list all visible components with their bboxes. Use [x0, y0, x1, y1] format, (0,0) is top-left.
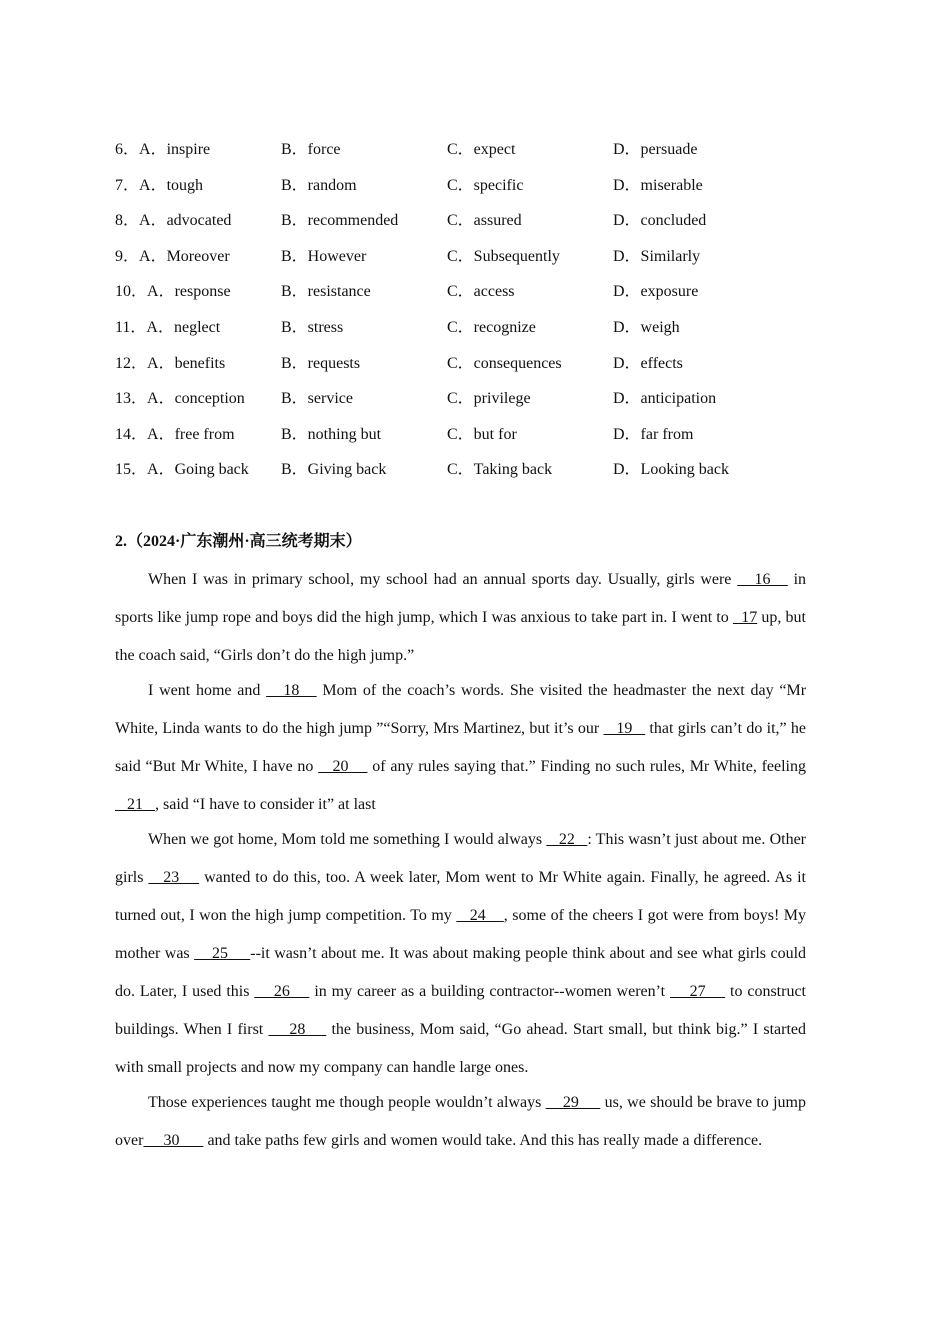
option-b: B．Giving back: [281, 461, 387, 479]
passage-text: up, but the coach said, “Girls don’t do the high jump.”: [115, 609, 806, 664]
option-a: [115, 315, 220, 341]
passage-text: When we got home, Mom told me something I would always: [148, 831, 547, 848]
option-row-6: [115, 137, 835, 173]
passage-text: to construct buildings. When I first: [115, 983, 806, 1038]
paragraph-3: [115, 821, 806, 1087]
passage-text: : This wasn’t just about me. Other girls: [115, 831, 806, 886]
option-row-9: [115, 244, 835, 280]
option-a: [115, 386, 245, 412]
passage-text: Mom of the coach’s words. She visited the headmaster the next day “Mr White, Linda wants to do the high jump ”“Sorry, Mrs Martinez, but it’s our: [115, 682, 807, 737]
option-c: C．consequences: [447, 354, 562, 372]
option-d: D．anticipation: [613, 390, 717, 408]
option-a-text: A．benefits: [147, 354, 226, 372]
passage-text: When I was in primary school, my school had an annual sports day. Usually, girls were: [148, 571, 738, 588]
passage-text: and take paths few girls and women would take. And this has really made a difference.: [203, 1132, 763, 1149]
question-number: 13．: [115, 390, 148, 408]
option-a-text: A．neglect: [146, 318, 221, 336]
option-a-text: A．free from: [147, 425, 235, 443]
blank-26: 26: [254, 983, 310, 1000]
blank-24: 24: [456, 907, 504, 924]
option-row-12: [115, 351, 835, 387]
question-number: 11．: [115, 318, 147, 336]
option-d: D．persuade: [613, 141, 698, 158]
option-b: B．requests: [281, 354, 361, 372]
option-row-7: [115, 173, 835, 209]
passage-text: --it wasn’t about me. It was about making people think about and see what girls could do. Later, I used this: [115, 945, 807, 1000]
option-d: D．concluded: [613, 212, 707, 230]
option-a: [115, 137, 210, 163]
passage-text: , said “I have to consider it” at last: [155, 796, 376, 813]
option-d: D．miserable: [613, 176, 703, 194]
option-a-text: A．response: [147, 283, 231, 301]
option-c: C．access: [447, 283, 515, 301]
option-row-15: [115, 457, 835, 493]
option-a-text: A．Going back: [147, 461, 249, 479]
question-number: 7．: [115, 176, 140, 194]
option-b: B．resistance: [281, 283, 371, 301]
passage-text: I went home and: [148, 682, 267, 699]
paragraph-1: [115, 561, 806, 675]
option-d: D．Similarly: [613, 247, 701, 265]
option-row-14: [115, 422, 835, 458]
option-b: B．However: [281, 247, 367, 265]
question-number: 6．: [115, 141, 140, 158]
blank-30: 30: [143, 1132, 204, 1149]
option-b: B．service: [281, 390, 353, 408]
passage-text: the business, Mom said, “Go ahead. Start small, but think big.” I started with small projects and now my company can handle large ones.: [115, 1021, 807, 1076]
blank-16: 16: [737, 571, 788, 588]
option-a: [115, 351, 225, 377]
option-c: C．assured: [447, 212, 522, 230]
paragraph-4: [115, 1084, 806, 1160]
passage-text: of any rules saying that.” Finding no such rules, Mr White, feeling: [367, 758, 806, 775]
passage-text: , some of the cheers I got were from boys! My mother was: [115, 907, 807, 962]
option-c: C．Subsequently: [447, 247, 560, 265]
option-b: B．stress: [281, 318, 344, 336]
paragraph-2: [115, 672, 806, 824]
blank-18: 18: [266, 682, 317, 699]
option-b: B．force: [281, 141, 341, 158]
blank-19: 19: [603, 720, 646, 737]
option-row-11: [115, 315, 835, 351]
option-c: C．Taking back: [447, 461, 553, 479]
option-a: [115, 457, 249, 483]
question-number: 10．: [115, 283, 148, 301]
option-a-text: A．advocated: [139, 212, 232, 230]
question-number: 12．: [115, 354, 148, 372]
passage-text: that girls can’t do it,” he said “But Mr White, I have no: [115, 720, 807, 775]
answer-options-table: [115, 137, 835, 493]
option-row-13: [115, 386, 835, 422]
blank-27: 27: [670, 983, 726, 1000]
option-a: [115, 208, 231, 234]
question-number: 9．: [115, 247, 140, 265]
option-row-10: [115, 279, 835, 315]
passage-text: wanted to do this, too. A week later, Mom went to Mr White again. Finally, he agreed. As it turned out, I won the high jump competition. To my: [115, 869, 807, 924]
option-d: D．far from: [613, 425, 694, 443]
passage-text: us, we should be brave to jump over: [115, 1094, 806, 1149]
option-c: C．expect: [447, 141, 516, 158]
option-a: [115, 422, 235, 448]
option-d: D．exposure: [613, 283, 699, 301]
blank-20: 20: [318, 758, 368, 775]
option-b: B．random: [281, 176, 357, 194]
passage-text: in sports like jump rope and boys did the high jump, which I was anxious to take part in. I went to: [115, 571, 807, 626]
option-d: D．weigh: [613, 318, 680, 336]
option-a: [115, 279, 231, 305]
option-d: D．effects: [613, 354, 683, 372]
option-c: C．recognize: [447, 318, 536, 336]
option-b: B．recommended: [281, 212, 399, 230]
option-c: C．specific: [447, 176, 524, 194]
blank-23: 23: [148, 869, 200, 886]
blank-25: 25: [194, 945, 251, 962]
option-a-text: A．inspire: [139, 141, 211, 158]
section-heading: 2.（2024·广东潮州·高三统考期末）: [115, 533, 362, 550]
option-a: [115, 244, 230, 270]
question-number: 8．: [115, 212, 140, 230]
blank-21: 21: [115, 796, 155, 813]
option-c: C．but for: [447, 425, 517, 443]
option-a-text: A．conception: [147, 390, 245, 408]
option-c: C．privilege: [447, 390, 531, 408]
question-number: 14．: [115, 425, 148, 443]
passage-text: in my career as a building contractor--women weren’t: [309, 983, 671, 1000]
blank-29: 29: [545, 1094, 601, 1111]
option-a-text: A．Moreover: [139, 247, 230, 265]
option-d: D．Looking back: [613, 461, 729, 479]
blank-28: 28: [268, 1021, 327, 1038]
option-a: [115, 173, 203, 199]
passage-text: Those experiences taught me though people wouldn’t always: [148, 1094, 546, 1111]
option-b: B．nothing but: [281, 425, 382, 443]
option-row-8: [115, 208, 835, 244]
blank-22: 22: [546, 831, 588, 848]
cloze-passage: [115, 561, 806, 1160]
blank-17: 17: [732, 609, 758, 626]
option-a-text: A．tough: [139, 176, 204, 194]
question-number: 15．: [115, 461, 148, 479]
